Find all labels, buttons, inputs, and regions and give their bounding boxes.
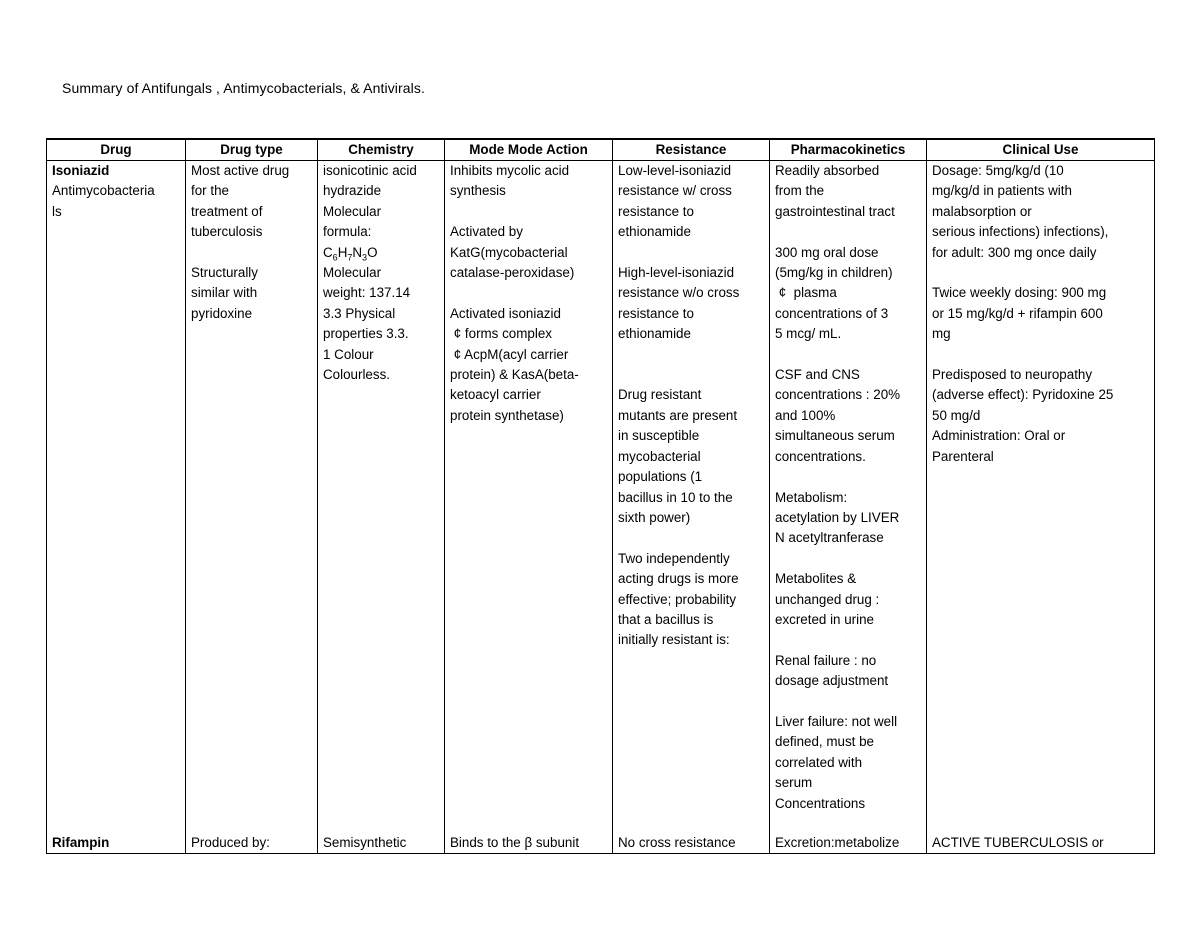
pharmacokinetics-text: [775, 161, 922, 814]
text-line: (adverse effect): Pyridoxine 25: [932, 387, 1114, 403]
text-line: similar with: [191, 285, 258, 301]
text-line: resistance to: [618, 305, 694, 321]
text-line: Dosage: 5mg/kg/d (10: [932, 163, 1064, 178]
text-line: [775, 222, 922, 242]
text-line: Inhibits mycolic acid: [450, 163, 570, 178]
text-line: [932, 345, 1150, 365]
chemistry-properties-text: [323, 263, 440, 385]
text-line: properties 3.3.: [323, 326, 409, 342]
text-line: populations (1: [618, 469, 703, 485]
mode-action-text: [450, 161, 608, 426]
text-line: or 15 mg/kg/d + rifampin 600: [932, 305, 1103, 321]
text-line: [775, 345, 922, 365]
text-line: acetylation by LIVER: [775, 509, 900, 525]
header-drug: Drug: [47, 139, 186, 161]
drug-class-text: [52, 181, 181, 222]
drug-type-text: [191, 161, 313, 324]
text-line: Predisposed to neuropathy: [932, 367, 1093, 383]
text-line: CSF and CNS: [775, 367, 860, 383]
text-line: effective; probability: [618, 591, 737, 607]
text-line: serious infections) infections),: [932, 224, 1109, 240]
text-line: [618, 528, 765, 548]
table-row: [47, 161, 1155, 834]
text-line: 5 mcg/ mL.: [775, 326, 842, 342]
text-line: Colourless.: [323, 367, 390, 383]
header-clinical-use: Clinical Use: [927, 139, 1155, 161]
text-line: mg: [932, 326, 951, 342]
cell-drug-type: [186, 161, 318, 834]
text-line: correlated with: [775, 754, 863, 770]
text-line: Concentrations: [775, 795, 866, 811]
text-line: [618, 365, 765, 385]
text-line: tuberculosis: [191, 224, 263, 240]
table-row: [47, 833, 1155, 854]
text-line: formula:: [323, 224, 372, 240]
text-line: Readily absorbed: [775, 163, 880, 178]
cell-pharmacokinetics: Excretion:metabolize: [770, 833, 927, 854]
text-line: Low-level-isoniazid: [618, 163, 732, 178]
text-line: 300 mg oral dose: [775, 244, 879, 260]
cell-pharmacokinetics: [770, 161, 927, 834]
text-line: [618, 243, 765, 263]
text-line: Metabolites &: [775, 571, 857, 587]
text-line: Twice weekly dosing: 900 mg: [932, 285, 1107, 301]
header-mode-action: Mode Mode Action: [445, 139, 613, 161]
cell-chemistry: Semisynthetic: [318, 833, 445, 854]
text-line: Molecular: [323, 265, 382, 281]
text-line: Antimycobacteria: [52, 183, 155, 199]
text-line: protein synthetase): [450, 407, 564, 423]
text-line: treatment of: [191, 203, 263, 219]
cell-drug: [47, 161, 186, 834]
text-line: 1 Colour: [323, 346, 374, 362]
cell-drug-type: Produced by:: [186, 833, 318, 854]
text-line: ¢ plasma: [775, 285, 837, 301]
text-line: defined, must be: [775, 734, 875, 750]
text-line: Activated isoniazid: [450, 305, 561, 321]
text-line: concentrations of 3: [775, 305, 889, 321]
text-line: [450, 202, 608, 222]
table-header-row: [47, 139, 1155, 161]
text-line: mycobacterial: [618, 448, 701, 464]
chemistry-text: [323, 161, 440, 243]
text-line: ethionamide: [618, 326, 691, 342]
header-resistance: Resistance: [613, 139, 770, 161]
text-line: from the: [775, 183, 825, 199]
text-line: Activated by: [450, 224, 523, 240]
text-line: initially resistant is:: [618, 632, 730, 648]
text-line: resistance w/o cross: [618, 285, 740, 301]
text-line: malabsorption or: [932, 203, 1032, 219]
text-line: resistance w/ cross: [618, 183, 732, 199]
drug-name: Isoniazid: [52, 163, 110, 178]
drug-name: Rifampin: [52, 835, 110, 850]
cell-clinical-use: ACTIVE TUBERCULOSIS or: [927, 833, 1155, 854]
text-line: serum: [775, 775, 813, 791]
text-line: 50 mg/d: [932, 407, 981, 423]
text-line: isonicotinic acid: [323, 163, 417, 178]
text-line: dosage adjustment: [775, 673, 889, 689]
header-drug-type: Drug type: [186, 139, 318, 161]
text-line: mg/kg/d in patients with: [932, 183, 1072, 199]
text-line: pyridoxine: [191, 305, 253, 321]
text-line: ¢ forms complex: [450, 326, 552, 342]
text-line: acting drugs is more: [618, 571, 739, 587]
text-line: High-level-isoniazid: [618, 265, 735, 281]
cell-chemistry: [318, 161, 445, 834]
cell-drug: [47, 833, 186, 854]
text-line: gastrointestinal tract: [775, 203, 895, 219]
text-line: N acetyltranferase: [775, 530, 884, 546]
text-line: Drug resistant: [618, 387, 702, 403]
document-title: Summary of Antifungals , Antimycobacterials, & Antivirals.: [62, 80, 425, 96]
text-line: simultaneous serum: [775, 428, 895, 444]
text-line: excreted in urine: [775, 611, 874, 627]
text-line: [450, 283, 608, 303]
text-line: [775, 467, 922, 487]
cell-mode-action: Binds to the β subunit: [445, 833, 613, 854]
text-line: that a bacillus is: [618, 611, 714, 627]
molecular-formula: $C_6H_7N_3O$: [323, 244, 378, 263]
text-line: concentrations.: [775, 448, 866, 464]
text-line: in susceptible: [618, 428, 700, 444]
text-line: [191, 243, 313, 263]
text-line: Most active drug: [191, 163, 290, 178]
text-line: catalase-peroxidase): [450, 265, 575, 281]
text-line: ¢ AcpM(acyl carrier: [450, 346, 569, 362]
text-line: for the: [191, 183, 229, 199]
text-line: [775, 549, 922, 569]
text-line: Structurally: [191, 265, 258, 281]
text-line: KatG(mycobacterial: [450, 244, 568, 260]
text-line: 3.3 Physical: [323, 305, 396, 321]
text-line: Renal failure : no: [775, 652, 877, 668]
text-line: (5mg/kg in children): [775, 265, 893, 281]
text-line: resistance to: [618, 203, 694, 219]
clinical-use-text: [932, 161, 1150, 467]
cell-resistance: [613, 161, 770, 834]
resistance-text: [618, 161, 765, 651]
text-line: for adult: 300 mg once daily: [932, 244, 1097, 260]
text-line: and 100%: [775, 407, 836, 423]
header-chemistry: Chemistry: [318, 139, 445, 161]
text-line: Two independently: [618, 550, 730, 566]
text-line: ethionamide: [618, 224, 691, 240]
text-line: protein) & KasA(beta-: [450, 367, 579, 383]
text-line: bacillus in 10 to the: [618, 489, 733, 505]
text-line: [618, 345, 765, 365]
cell-mode-action: [445, 161, 613, 834]
text-line: [775, 692, 922, 712]
text-line: Administration: Oral or: [932, 428, 1066, 444]
text-line: sixth power): [618, 509, 691, 525]
text-line: synthesis: [450, 183, 506, 199]
text-line: concentrations : 20%: [775, 387, 901, 403]
text-line: weight: 137.14: [323, 285, 411, 301]
text-line: [932, 263, 1150, 283]
text-line: Molecular: [323, 203, 382, 219]
text-line: unchanged drug :: [775, 591, 880, 607]
text-line: ketoacyl carrier: [450, 387, 541, 403]
text-line: [775, 630, 922, 650]
drug-summary-table: [46, 138, 1155, 854]
cell-resistance: No cross resistance: [613, 833, 770, 854]
text-line: Parenteral: [932, 448, 994, 464]
text-line: Metabolism:: [775, 489, 848, 505]
text-line: Liver failure: not well: [775, 713, 898, 729]
text-line: ls: [52, 203, 62, 219]
text-line: hydrazide: [323, 183, 382, 199]
text-line: mutants are present: [618, 407, 738, 423]
cell-clinical-use: [927, 161, 1155, 834]
header-pharmacokinetics: Pharmacokinetics: [770, 139, 927, 161]
